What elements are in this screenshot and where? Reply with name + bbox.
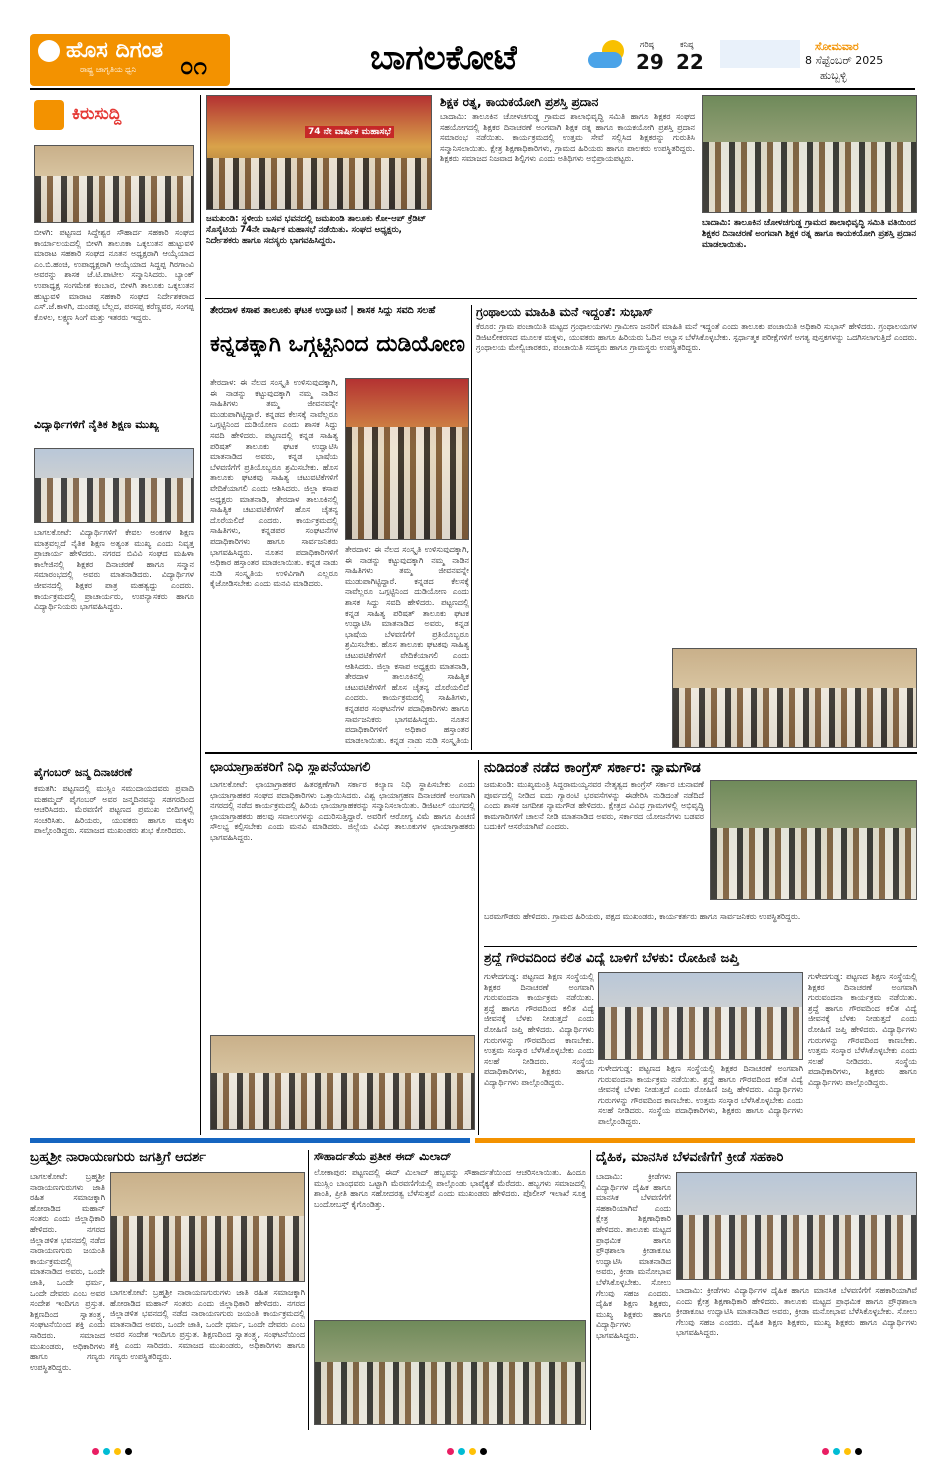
- narayanaguru-headline: ಬ್ರಹ್ಮಶ್ರೀ ನಾರಾಯಣಗುರು ಜಗತ್ತಿಗೆ ಆದರ್ಶ: [30, 1150, 206, 1165]
- narayanaguru-body: ಬಾಗಲಕೋಟೆ: ಬ್ರಹ್ಮಶ್ರೀ ನಾರಾಯಣಗುರುಗಳು ಜಾತಿ ರಹಿತ ಸಮಾಜಕ್ಕಾಗಿ ಹೋರಾಡಿದ ಮಹಾನ್ ಸಂತರು ಎಂದು ಜಿಲ್ಲಾಧಿಕಾರಿ ಹೇಳಿದರು. ನಗರದ ಜಿಲ್ಲಾಡಳಿತ ಭವನದಲ್ಲಿ ನಡೆದ ನಾರಾಯಣಗುರು ಜಯಂತಿ ಕಾರ್ಯಕ್ರಮದಲ್ಲಿ ಮಾತನಾಡಿದ ಅವರು, ಒಂದೇ ಜಾತಿ, ಒಂದೇ ಧರ್ಮ, ಒಂದೇ ದೇವರು ಎಂಬ ಅವರ ಸಂದೇಶ ಇಂದಿಗೂ ಪ್ರಸ್ತುತ. ಶಿಕ್ಷಣದಿಂದ ಸ್ವಾತಂತ್ರ್ಯ, ಸಂಘಟನೆಯಿಂದ ಶಕ್ತಿ ಎಂದು ಸಾರಿದರು. ಸಮಾಜದ ಮುಖಂಡರು, ಅಧಿಕಾರಿಗಳು ಹಾಗೂ ಗಣ್ಯರು ಉಪಸ್ಥಿತರಿದ್ದರು.: [30, 1172, 105, 1372]
- sidebar-section-label: ಕಿರುಸುದ್ದಿ: [34, 100, 184, 132]
- rohini-photo: [598, 972, 803, 1060]
- bottom-divider-2: [590, 1150, 591, 1430]
- lead-library-divider: [471, 305, 472, 750]
- sidebar-brief-2-title: ವಿದ್ಯಾರ್ಥಿಗಳಿಗೆ ನೈತಿಕ ಶಿಕ್ಷಣ ಮುಖ್ಯ: [34, 418, 159, 431]
- event-banner-text: 74 ನೇ ವಾರ್ಷಿಕ ಮಹಾಸಭೆ: [305, 126, 394, 138]
- sports-body-col2: ಬಾದಾಮಿ: ಕ್ರೀಡೆಗಳು ವಿದ್ಯಾರ್ಥಿಗಳ ದೈಹಿಕ ಹಾಗೂ ಮಾನಸಿಕ ಬೆಳವಣಿಗೆಗೆ ಸಹಕಾರಿಯಾಗಿವೆ ಎಂದು ಕ್ಷೇತ್ರ ಶಿಕ್ಷಣಾಧಿಕಾರಿ ಹೇಳಿದರು. ತಾಲೂಕು ಮಟ್ಟದ ಪ್ರಾಥಮಿಕ ಹಾಗೂ ಪ್ರೌಢಶಾಲಾ ಕ್ರೀಡಾಕೂಟ ಉದ್ಘಾಟಿಸಿ ಮಾತನಾಡಿದ ಅವರು, ಕ್ರೀಡಾ ಮನೋಭಾವ ಬೆಳೆಸಿಕೊಳ್ಳಬೇಕು. ಸೋಲು ಗೆಲುವು ಸಹಜ ಎಂದರು. ದೈಹಿಕ ಶಿಕ್ಷಣ ಶಿಕ್ಷಕರು, ಮುಖ್ಯ ಶಿಕ್ಷಕರು ಹಾಗೂ ವಿದ್ಯಾರ್ಥಿಗಳು ಭಾಗವಹಿಸಿದ್ದರು.: [676, 1286, 917, 1338]
- top-right-caption: ಬಾದಾಮಿ: ತಾಲೂಕಿನ ಚೋಳಚಗುಡ್ಡ ಗ್ರಾಮದ ಶಾಲಾಭಿವೃದ್ಧಿ ಸಮಿತಿ ವತಿಯಿಂದ ಶಿಕ್ಷಕರ ದಿನಾಚರಣೆ ಅಂಗವಾಗಿ ಶಿಕ್ಷಕ ರತ್ನ ಹಾಗೂ ಕಾಯಕಯೋಗಿ ಪ್ರಶಸ್ತಿ ಪ್ರದಾನ ಮಾಡಲಾಯಿತು.: [702, 218, 917, 250]
- edition-title: ಬಾಗಲಕೋಟೆ: [370, 38, 518, 78]
- sidebar-divider: [200, 95, 201, 1135]
- photo-headline: ಛಾಯಾಗ್ರಾಹಕರಿಗೆ ನಿಧಿ ಸ್ಥಾಪನೆಯಾಗಲಿ: [210, 760, 371, 775]
- issue-date: 8 ಸೆಪ್ಟೆಂಬರ್ 2025: [805, 54, 884, 67]
- weather-icon: [588, 40, 628, 70]
- narayanaguru-photo: [110, 1172, 305, 1282]
- lead-headline: ಕನ್ನಡಕ್ಕಾಗಿ ಒಗ್ಗಟ್ಟಿನಿಂದ ದುಡಿಯೋಣ: [210, 332, 466, 357]
- lead-body-col1: ತೇರದಾಳ: ಈ ನೆಲದ ಸಂಸ್ಕೃತಿ ಉಳಿಸುವುದಕ್ಕಾಗಿ, ಈ ನಾಡನ್ನು ಕಟ್ಟುವುದಕ್ಕಾಗಿ ನಮ್ಮ ನಾಡಿನ ಸಾಹಿತಿಗಳು ತಮ್ಮ ಜೀವನವನ್ನೇ ಮುಡುಪಾಗಿಟ್ಟಿದ್ದಾರೆ. ಕನ್ನಡದ ಕೆಲಸಕ್ಕೆ ನಾವೆಲ್ಲರೂ ಒಗ್ಗಟ್ಟಿನಿಂದ ದುಡಿಯೋಣ ಎಂದು ಶಾಸಕ ಸಿದ್ದು ಸವದಿ ಹೇಳಿದರು. ಪಟ್ಟಣದಲ್ಲಿ ಕನ್ನಡ ಸಾಹಿತ್ಯ ಪರಿಷತ್ ತಾಲೂಕು ಘಟಕ ಉದ್ಘಾಟಿಸಿ ಮಾತನಾಡಿದ ಅವರು, ಕನ್ನಡ ಭಾಷೆಯ ಬೆಳವಣಿಗೆಗೆ ಪ್ರತಿಯೊಬ್ಬರೂ ಶ್ರಮಿಸಬೇಕು. ಹೊಸ ತಾಲೂಕು ಘಟಕವು ಸಾಹಿತ್ಯ ಚಟುವಟಿಕೆಗಳಿಗೆ ವೇದಿಕೆಯಾಗಲಿ ಎಂದು ಆಶಿಸಿದರು. ಜಿಲ್ಲಾ ಕಸಾಪ ಅಧ್ಯಕ್ಷರು ಮಾತನಾಡಿ, ತೇರದಾಳ ತಾಲೂಕಿನಲ್ಲಿ ಸಾಹಿತ್ಯಿಕ ಚಟುವಟಿಕೆಗಳಿಗೆ ಹೊಸ ಚೈತನ್ಯ ದೊರೆಯಲಿದೆ ಎಂದರು. ಕಾರ್ಯಕ್ರಮದಲ್ಲಿ ಸಾಹಿತಿಗಳು, ಕನ್ನಡಪರ ಸಂಘಟನೆಗಳ ಪದಾಧಿಕಾರಿಗಳು ಹಾಗೂ ಸಾರ್ವಜನಿಕರು ಭಾಗವಹಿಸಿದ್ದರು. ನೂತನ ಪದಾಧಿಕಾರಿಗಳಿಗೆ ಅಧಿಕಾರ ಹಸ್ತಾಂತರ ಮಾಡಲಾಯಿತು. ಕನ್ನಡ ನಾಡು ನುಡಿ ಸಂಸ್ಕೃತಿಯ ಉಳಿವಿಗಾಗಿ ಎಲ್ಲರೂ ಕೈಜೋಡಿಸಬೇಕು ಎಂದು ಮನವಿ ಮಾಡಿದರು.: [210, 378, 338, 589]
- temp-max: 29: [636, 50, 664, 74]
- photo-body: ಬಾಗಲಕೋಟೆ: ಛಾಯಾಗ್ರಾಹಕರ ಹಿತರಕ್ಷಣೆಗಾಗಿ ಸರ್ಕಾರ ಕಲ್ಯಾಣ ನಿಧಿ ಸ್ಥಾಪಿಸಬೇಕು ಎಂದು ಛಾಯಾಗ್ರಾಹಕರ ಸಂಘದ ಪದಾಧಿಕಾರಿಗಳು ಒತ್ತಾಯಿಸಿದರು. ವಿಶ್ವ ಛಾಯಾಗ್ರಹಣ ದಿನಾಚರಣೆ ಅಂಗವಾಗಿ ನಗರದಲ್ಲಿ ನಡೆದ ಕಾರ್ಯಕ್ರಮದಲ್ಲಿ ಹಿರಿಯ ಛಾಯಾಗ್ರಾಹಕರನ್ನು ಸನ್ಮಾನಿಸಲಾಯಿತು. ಡಿಜಿಟಲ್ ಯುಗದಲ್ಲಿ ಛಾಯಾಗ್ರಾಹಕರು ಹಲವು ಸವಾಲುಗಳನ್ನು ಎದುರಿಸುತ್ತಿದ್ದಾರೆ. ಅವರಿಗೆ ಆರೋಗ್ಯ ವಿಮೆ ಹಾಗೂ ಪಿಂಚಣಿ ಸೌಲಭ್ಯ ಕಲ್ಪಿಸಬೇಕು ಎಂದು ಮನವಿ ಮಾಡಿದರು. ಜಿಲ್ಲೆಯ ವಿವಿಧ ತಾಲೂಕುಗಳ ಛಾಯಾಗ್ರಾಹಕರು ಭಾಗವಹಿಸಿದ್ದರು.: [210, 780, 475, 842]
- teacher-award-body: ಬಾದಾಮಿ: ತಾಲೂಕಿನ ಚೋಳಚಗುಡ್ಡ ಗ್ರಾಮದ ಶಾಲಾಭಿವೃದ್ಧಿ ಸಮಿತಿ ಹಾಗೂ ಶಿಕ್ಷಕರ ಸಂಘದ ಸಹಯೋಗದಲ್ಲಿ ಶಿಕ್ಷಕರ ದಿನಾಚರಣೆ ಅಂಗವಾಗಿ ಶಿಕ್ಷಕ ರತ್ನ ಹಾಗೂ ಕಾಯಕಯೋಗಿ ಪ್ರಶಸ್ತಿ ಪ್ರದಾನ ಸಮಾರಂಭ ನಡೆಯಿತು. ಕಾರ್ಯಕ್ರಮದಲ್ಲಿ ಉತ್ತಮ ಸೇವೆ ಸಲ್ಲಿಸಿದ ಶಿಕ್ಷಕರನ್ನು ಗುರುತಿಸಿ ಸನ್ಮಾನಿಸಲಾಯಿತು. ಕ್ಷೇತ್ರ ಶಿಕ್ಷಣಾಧಿಕಾರಿಗಳು, ಗ್ರಾಮದ ಹಿರಿಯರು ಹಾಗೂ ಪಾಲಕರು ಉಪಸ್ಥಿತರಿದ್ದರು. ಶಿಕ್ಷಕರು ಸಮಾಜದ ನಿಜವಾದ ಶಿಲ್ಪಿಗಳು ಎಂದು ಅತಿಥಿಗಳು ಅಭಿಪ್ರಾಯಪಟ್ಟರು.: [440, 112, 695, 164]
- library-photo: [672, 648, 917, 748]
- section-bar-left: [30, 1138, 470, 1143]
- brand-name: ಹೊಸ ದಿಗಂತ: [66, 38, 164, 63]
- sidebar-brief-2: ಬಾಗಲಕೋಟೆ: ವಿದ್ಯಾರ್ಥಿಗಳಿಗೆ ಕೇವಲ ಅಂಕಗಳ ಶಿಕ್ಷಣ ಮಾತ್ರವಲ್ಲದೆ ನೈತಿಕ ಶಿಕ್ಷಣ ಅತ್ಯಂತ ಮುಖ್ಯ ಎಂದು ನಿವೃತ್ತ ಪ್ರಾಚಾರ್ಯ ಹೇಳಿದರು. ನಗರದ ಬಿವಿವಿ ಸಂಘದ ಮಹಿಳಾ ಕಾಲೇಜಿನಲ್ಲಿ ಶಿಕ್ಷಕರ ದಿನಾಚರಣೆ ಹಾಗೂ ಸನ್ಮಾನ ಸಮಾರಂಭದಲ್ಲಿ ಅವರು ಮಾತನಾಡಿದರು. ವಿದ್ಯಾರ್ಥಿಗಳ ಜೀವನದಲ್ಲಿ ಶಿಕ್ಷಕರ ಪಾತ್ರ ಮಹತ್ವದ್ದು ಎಂದರು. ಕಾರ್ಯಕ್ರಮದಲ್ಲಿ ಪ್ರಾಚಾರ್ಯರು, ಉಪನ್ಯಾಸಕರು ಹಾಗೂ ವಿದ್ಯಾರ್ಥಿನಿಯರು ಭಾಗವಹಿಸಿದ್ದರು.: [34, 528, 194, 612]
- top-right-photo: [702, 95, 917, 213]
- sidebar-brief-3: ಕಮತಗಿ: ಪಟ್ಟಣದಲ್ಲಿ ಮುಸ್ಲಿಂ ಸಮುದಾಯದವರು ಪ್ರವಾದಿ ಮಹಮ್ಮದ್ ಪೈಗಂಬರ್ ಅವರ ಜನ್ಮದಿನವನ್ನು ಸಡಗರದಿಂದ ಆಚರಿಸಿದರು. ಮೆರವಣಿಗೆ ಪಟ್ಟಣದ ಪ್ರಮುಖ ಬೀದಿಗಳಲ್ಲಿ ಸಂಚರಿಸಿತು. ಹಿರಿಯರು, ಯುವಕರು ಹಾಗೂ ಮಕ್ಕಳು ಪಾಲ್ಗೊಂಡಿದ್ದರು. ಸಮಾಜದ ಮುಖಂಡರು ಶುಭ ಕೋರಿದರು.: [34, 784, 194, 836]
- temp-max-label: ಗರಿಷ್ಠ: [640, 40, 654, 49]
- congress-headline: ನುಡಿದಂತೆ ನಡೆದ ಕಾಂಗ್ರೆಸ್ ಸರ್ಕಾರ: ನ್ಯಾಮಗೌಡ: [484, 760, 701, 776]
- row1-rule: [205, 298, 917, 299]
- registration-marks-center: [445, 1440, 489, 1459]
- photo-congress-divider: [478, 760, 479, 1135]
- lead-body-col2: ತೇರದಾಳ: ಈ ನೆಲದ ಸಂಸ್ಕೃತಿ ಉಳಿಸುವುದಕ್ಕಾಗಿ, ಈ ನಾಡನ್ನು ಕಟ್ಟುವುದಕ್ಕಾಗಿ ನಮ್ಮ ನಾಡಿನ ಸಾಹಿತಿಗಳು ತಮ್ಮ ಜೀವನವನ್ನೇ ಮುಡುಪಾಗಿಟ್ಟಿದ್ದಾರೆ. ಕನ್ನಡದ ಕೆಲಸಕ್ಕೆ ನಾವೆಲ್ಲರೂ ಒಗ್ಗಟ್ಟಿನಿಂದ ದುಡಿಯೋಣ ಎಂದು ಶಾಸಕ ಸಿದ್ದು ಸವದಿ ಹೇಳಿದರು. ಪಟ್ಟಣದಲ್ಲಿ ಕನ್ನಡ ಸಾಹಿತ್ಯ ಪರಿಷತ್ ತಾಲೂಕು ಘಟಕ ಉದ್ಘಾಟಿಸಿ ಮಾತನಾಡಿದ ಅವರು, ಕನ್ನಡ ಭಾಷೆಯ ಬೆಳವಣಿಗೆಗೆ ಪ್ರತಿಯೊಬ್ಬರೂ ಶ್ರಮಿಸಬೇಕು. ಹೊಸ ತಾಲೂಕು ಘಟಕವು ಸಾಹಿತ್ಯ ಚಟುವಟಿಕೆಗಳಿಗೆ ವೇದಿಕೆಯಾಗಲಿ ಎಂದು ಆಶಿಸಿದರು. ಜಿಲ್ಲಾ ಕಸಾಪ ಅಧ್ಯಕ್ಷರು ಮಾತನಾಡಿ, ತೇರದಾಳ ತಾಲೂಕಿನಲ್ಲಿ ಸಾಹಿತ್ಯಿಕ ಚಟುವಟಿಕೆಗಳಿಗೆ ಹೊಸ ಚೈತನ್ಯ ದೊರೆಯಲಿದೆ ಎಂದರು. ಕಾರ್ಯಕ್ರಮದಲ್ಲಿ ಸಾಹಿತಿಗಳು, ಕನ್ನಡಪರ ಸಂಘಟನೆಗಳ ಪದಾಧಿಕಾರಿಗಳು ಹಾಗೂ ಸಾರ್ವಜನಿಕರು ಭಾಗವಹಿಸಿದ್ದರು. ನೂತನ ಪದಾಧಿಕಾರಿಗಳಿಗೆ ಅಧಿಕಾರ ಹಸ್ತಾಂತರ ಮಾಡಲಾಯಿತು. ಕನ್ನಡ ನಾಡು ನುಡಿ ಸಂಸ್ಕೃತಿಯ: [345, 545, 469, 745]
- issue-city: ಹುಬ್ಬಳ್ಳಿ: [820, 69, 847, 82]
- rohini-body-col3: ಗುಳೇದಗುಡ್ಡ: ಪಟ್ಟಣದ ಶಿಕ್ಷಣ ಸಂಸ್ಥೆಯಲ್ಲಿ ಶಿಕ್ಷಕರ ದಿನಾಚರಣೆ ಅಂಗವಾಗಿ ಗುರುವಂದನಾ ಕಾರ್ಯಕ್ರಮ ನಡೆಯಿತು. ಶ್ರದ್ದೆ ಹಾಗೂ ಗೌರವದಿಂದ ಕಲಿತ ವಿದ್ಯೆ ಜೀವನಕ್ಕೆ ಬೆಳಕು ನೀಡುತ್ತದೆ ಎಂದು ರೋಹಿಣಿ ಜಪ್ತಿ ಹೇಳಿದರು. ವಿದ್ಯಾರ್ಥಿಗಳು ಗುರುಗಳನ್ನು ಗೌರವದಿಂದ ಕಾಣಬೇಕು. ಉತ್ತಮ ಸಂಸ್ಕಾರ ಬೆಳೆಸಿಕೊಳ್ಳಬೇಕು ಎಂದು ಸಲಹೆ ನೀಡಿದರು. ಸಂಸ್ಥೆಯ ಪದಾಧಿಕಾರಿಗಳು, ಶಿಕ್ಷಕರು ಹಾಗೂ ವಿದ್ಯಾರ್ಥಿಗಳು ಪಾಲ್ಗೊಂಡಿದ್ದರು.: [808, 972, 917, 1087]
- brand-logo[interactable]: [30, 34, 230, 86]
- congress-photo: [710, 780, 917, 900]
- photographers-group-photo: [210, 1035, 475, 1130]
- registration-marks-right: [820, 1440, 864, 1459]
- sports-body: ಬಾದಾಮಿ: ಕ್ರೀಡೆಗಳು ವಿದ್ಯಾರ್ಥಿಗಳ ದೈಹಿಕ ಹಾಗೂ ಮಾನಸಿಕ ಬೆಳವಣಿಗೆಗೆ ಸಹಕಾರಿಯಾಗಿವೆ ಎಂದು ಕ್ಷೇತ್ರ ಶಿಕ್ಷಣಾಧಿಕಾರಿ ಹೇಳಿದರು. ತಾಲೂಕು ಮಟ್ಟದ ಪ್ರಾಥಮಿಕ ಹಾಗೂ ಪ್ರೌಢಶಾಲಾ ಕ್ರೀಡಾಕೂಟ ಉದ್ಘಾಟಿಸಿ ಮಾತನಾಡಿದ ಅವರು, ಕ್ರೀಡಾ ಮನೋಭಾವ ಬೆಳೆಸಿಕೊಳ್ಳಬೇಕು. ಸೋಲು ಗೆಲುವು ಸಹಜ ಎಂದರು. ದೈಹಿಕ ಶಿಕ್ಷಣ ಶಿಕ್ಷಕರು, ಮುಖ್ಯ ಶಿಕ್ಷಕರು ಹಾಗೂ ವಿದ್ಯಾರ್ಥಿಗಳು ಭಾಗವಹಿಸಿದ್ದರು.: [596, 1172, 671, 1340]
- brand-tagline: ರಾಷ್ಟ್ರ ಜಾಗೃತಿಯ ಧ್ವನಿ: [80, 65, 137, 74]
- lead-photo: [345, 378, 469, 540]
- rohini-body: ಗುಳೇದಗುಡ್ಡ: ಪಟ್ಟಣದ ಶಿಕ್ಷಣ ಸಂಸ್ಥೆಯಲ್ಲಿ ಶಿಕ್ಷಕರ ದಿನಾಚರಣೆ ಅಂಗವಾಗಿ ಗುರುವಂದನಾ ಕಾರ್ಯಕ್ರಮ ನಡೆಯಿತು. ಶ್ರದ್ದೆ ಹಾಗೂ ಗೌರವದಿಂದ ಕಲಿತ ವಿದ್ಯೆ ಜೀವನಕ್ಕೆ ಬೆಳಕು ನೀಡುತ್ತದೆ ಎಂದು ರೋಹಿಣಿ ಜಪ್ತಿ ಹೇಳಿದರು. ವಿದ್ಯಾರ್ಥಿಗಳು ಗುರುಗಳನ್ನು ಗೌರವದಿಂದ ಕಾಣಬೇಕು. ಉತ್ತಮ ಸಂಸ್ಕಾರ ಬೆಳೆಸಿಕೊಳ್ಳಬೇಕು ಎಂದು ಸಲಹೆ ನೀಡಿದರು. ಸಂಸ್ಥೆಯ ಪದಾಧಿಕಾರಿಗಳು, ಶಿಕ್ಷಕರು ಹಾಗೂ ವಿದ್ಯಾರ್ಥಿಗಳು ಪಾಲ್ಗೊಂಡಿದ್ದರು.: [484, 972, 594, 1087]
- congress-caption: ಬರಮಗೌಡರು ಹೇಳಿದರು. ಗ್ರಾಮದ ಹಿರಿಯರು, ಪಕ್ಷದ ಮುಖಂಡರು, ಕಾರ್ಯಕರ್ತರು ಹಾಗೂ ಸಾರ್ವಜನಿಕರು ಉಪಸ್ಥಿತರಿದ್ದರು.: [484, 912, 801, 921]
- top-left-photo: [206, 95, 432, 210]
- section-bar-right: [475, 1138, 915, 1143]
- temp-min: 22: [676, 50, 704, 74]
- sports-photo: [676, 1172, 917, 1280]
- eid-photo: [314, 1320, 586, 1425]
- narayanaguru-body-col2: ಬಾಗಲಕೋಟೆ: ಬ್ರಹ್ಮಶ್ರೀ ನಾರಾಯಣಗುರುಗಳು ಜಾತಿ ರಹಿತ ಸಮಾಜಕ್ಕಾಗಿ ಹೋರಾಡಿದ ಮಹಾನ್ ಸಂತರು ಎಂದು ಜಿಲ್ಲಾಧಿಕಾರಿ ಹೇಳಿದರು. ನಗರದ ಜಿಲ್ಲಾಡಳಿತ ಭವನದಲ್ಲಿ ನಡೆದ ನಾರಾಯಣಗುರು ಜಯಂತಿ ಕಾರ್ಯಕ್ರಮದಲ್ಲಿ ಮಾತನಾಡಿದ ಅವರು, ಒಂದೇ ಜಾತಿ, ಒಂದೇ ಧರ್ಮ, ಒಂದೇ ದೇವರು ಎಂಬ ಅವರ ಸಂದೇಶ ಇಂದಿಗೂ ಪ್ರಸ್ತುತ. ಶಿಕ್ಷಣದಿಂದ ಸ್ವಾತಂತ್ರ್ಯ, ಸಂಘಟನೆಯಿಂದ ಶಕ್ತಿ ಎಂದು ಸಾರಿದರು. ಸಮಾಜದ ಮುಖಂಡರು, ಅಧಿಕಾರಿಗಳು ಹಾಗೂ ಗಣ್ಯರು ಉಪಸ್ಥಿತರಿದ್ದರು.: [110, 1288, 305, 1361]
- sidebar-brief-3-title: ಪೈಗಂಬರ್ ಜನ್ಮ ದಿನಾಚರಣೆ: [34, 766, 133, 779]
- library-body: ಕೆರೂರ: ಗ್ರಾಮ ಪಂಚಾಯಿತಿ ಮಟ್ಟದ ಗ್ರಂಥಾಲಯಗಳು ಗ್ರಾಮೀಣ ಜನರಿಗೆ ಮಾಹಿತಿ ಮನೆ ಇದ್ದಂತೆ ಎಂದು ತಾಲೂಕು ಪಂಚಾಯಿತಿ ಅಧಿಕಾರಿ ಸುಭಾಸ್ ಹೇಳಿದರು. ಗ್ರಂಥಾಲಯಗಳ ಡಿಜಿಟಲೀಕರಣದ ಮೂಲಕ ಮಕ್ಕಳು, ಯುವಕರು ಹಾಗೂ ಹಿರಿಯರು ಓದಿನ ಅಭ್ಯಾಸ ಬೆಳೆಸಿಕೊಳ್ಳಬೇಕು. ಸ್ಪರ್ಧಾತ್ಮಕ ಪರೀಕ್ಷೆಗಳಿಗೆ ಅಗತ್ಯ ಪುಸ್ತಕಗಳನ್ನು ಒದಗಿಸಲಾಗುತ್ತಿದೆ ಎಂದರು. ಗ್ರಂಥಾಲಯ ಮೇಲ್ವಿಚಾರಕರು, ಪಂಚಾಯಿತಿ ಸದಸ್ಯರು ಹಾಗೂ ಗ್ರಾಮಸ್ಥರು ಉಪಸ್ಥಿತರಿದ್ದರು.: [476, 322, 917, 353]
- masthead: [0, 0, 945, 92]
- issue-day: ಸೋಮವಾರ: [815, 40, 859, 53]
- eid-headline: ಸೌಹಾರ್ದತೆಯ ಪ್ರತೀಕ ಈದ್ ಮಿಲಾದ್: [314, 1150, 452, 1163]
- eid-body: ಲೋಕಾಪುರ: ಪಟ್ಟಣದಲ್ಲಿ ಈದ್ ಮಿಲಾದ್ ಹಬ್ಬವನ್ನು ಸೌಹಾರ್ದತೆಯಿಂದ ಆಚರಿಸಲಾಯಿತು. ಹಿಂದೂ ಮುಸ್ಲಿಂ ಬಾಂಧವರು ಒಟ್ಟಾಗಿ ಮೆರವಣಿಗೆಯಲ್ಲಿ ಪಾಲ್ಗೊಂಡು ಭಾವೈಕ್ಯತೆ ಮೆರೆದರು. ಹಬ್ಬಗಳು ಸಮಾಜದಲ್ಲಿ ಶಾಂತಿ, ಪ್ರೀತಿ ಹಾಗೂ ಸಹೋದರತ್ವ ಬೆಳೆಸುತ್ತವೆ ಎಂದು ಮುಖಂಡರು ಹೇಳಿದರು. ಪೊಲೀಸ್ ಇಲಾಖೆ ಸೂಕ್ತ ಬಂದೋಬಸ್ತ್ ಕೈಗೊಂಡಿತ್ತು.: [314, 1168, 586, 1209]
- lead-kicker: ತೇರದಾಳ ಕಸಾಪ ತಾಲೂಕು ಘಟಕ ಉದ್ಘಾಟನೆ | ಶಾಸಕ ಸಿದ್ದು ಸವದಿ ಸಲಹೆ: [210, 305, 436, 316]
- teacher-award-headline: ಶಿಕ್ಷಕ ರತ್ನ, ಕಾಯಕಯೋಗಿ ಪ್ರಶಸ್ತಿ ಪ್ರದಾನ: [440, 95, 599, 109]
- header-strip: [720, 40, 800, 68]
- registration-marks-left: [90, 1440, 134, 1459]
- congress-rohini-rule: [484, 946, 917, 947]
- brand-emblem-icon: [38, 40, 60, 62]
- sports-headline: ದೈಹಿಕ, ಮಾನಸಿಕ ಬೆಳವಣಿಗೆಗೆ ಕ್ರೀಡೆ ಸಹಕಾರಿ: [596, 1150, 784, 1165]
- header-rule: [30, 88, 915, 90]
- rohini-headline: ಶ್ರದ್ದೆ ಗೌರವದಿಂದ ಕಲಿತ ವಿದ್ಯೆ ಬಾಳಿಗೆ ಬೆಳಕು: ರೋಹಿಣಿ ಜಪ್ತಿ: [484, 951, 739, 966]
- congress-body: ಜಮಖಂಡಿ: ಮುಖ್ಯಮಂತ್ರಿ ಸಿದ್ದರಾಮಯ್ಯನವರ ನೇತೃತ್ವದ ಕಾಂಗ್ರೆಸ್ ಸರ್ಕಾರ ಚುನಾವಣೆ ಪೂರ್ವದಲ್ಲಿ ನೀಡಿದ ಐದು ಗ್ಯಾರಂಟಿ ಭರವಸೆಗಳನ್ನು ಈಡೇರಿಸಿ ನುಡಿದಂತೆ ನಡೆದಿದೆ ಎಂದು ಶಾಸಕ ಜಗದೀಶ ನ್ಯಾಮಗೌಡ ಹೇಳಿದರು. ಕ್ಷೇತ್ರದ ವಿವಿಧ ಗ್ರಾಮಗಳಲ್ಲಿ ಅಭಿವೃದ್ಧಿ ಕಾಮಗಾರಿಗಳಿಗೆ ಚಾಲನೆ ನೀಡಿ ಮಾತನಾಡಿದ ಅವರು, ಸರ್ಕಾರದ ಯೋಜನೆಗಳು ಬಡವರ ಬದುಕಿಗೆ ಆಸರೆಯಾಗಿವೆ ಎಂದರು.: [484, 780, 704, 832]
- sidebar-brief-1: ಬೀಳಗಿ: ಪಟ್ಟಣದ ಸಿದ್ದೇಶ್ವರ ಸೌಹಾರ್ದ ಸಹಕಾರಿ ಸಂಘದ ಕಾರ್ಯಾಲಯದಲ್ಲಿ ಬೀಳಗಿ ತಾಲೂಕಾ ಒಕ್ಕಲುತನ ಹುಟ್ಟುವಳಿ ಮಾರಾಟ ಸಹಕಾರಿ ಸಂಘದ ನೂತನ ಅಧ್ಯಕ್ಷರಾಗಿ ಆಯ್ಕೆಯಾದ ಎಂ.ಬಿ.ಹಂಚಿ, ಉಪಾಧ್ಯಕ್ಷರಾಗಿ ಆಯ್ಕೆಯಾದ ಸಿದ್ದಪ್ಪ ಗಿರಗಾಂವಿ ಅವರನ್ನು ಶಾಸಕ ಜೆ.ಟಿ.ಪಾಟೀಲ ಸನ್ಮಾನಿಸಿದರು. ಬ್ಯಾಂಕ್ ಉಪಾಧ್ಯಕ್ಷ ಸಂಗಮೇಶ ಕಂಬಾರ, ಬೀಳಗಿ ತಾಲೂಕು ಒಕ್ಕಲುತನ ಹುಟ್ಟುವಳಿ ಮಾರಾಟ ಸಹಕಾರಿ ಸಂಘದ ನಿರ್ದೇಶಕರಾದ ಎಸ್.ಜೆ.ಕಾಳಗಿ, ದುಂಡಪ್ಪ ಬೆಲ್ಲದ, ಪರಸಪ್ಪ ಕರೆಣ್ಣವರ, ಸಂಗಪ್ಪ ಕೊಳಲ, ಲಕ್ಷ್ಮಣ ಸಿಂಗೆ ಮತ್ತು ಇತರರು ಇದ್ದರು.: [34, 228, 194, 322]
- rohini-body-col2: ಗುಳೇದಗುಡ್ಡ: ಪಟ್ಟಣದ ಶಿಕ್ಷಣ ಸಂಸ್ಥೆಯಲ್ಲಿ ಶಿಕ್ಷಕರ ದಿನಾಚರಣೆ ಅಂಗವಾಗಿ ಗುರುವಂದನಾ ಕಾರ್ಯಕ್ರಮ ನಡೆಯಿತು. ಶ್ರದ್ದೆ ಹಾಗೂ ಗೌರವದಿಂದ ಕಲಿತ ವಿದ್ಯೆ ಜೀವನಕ್ಕೆ ಬೆಳಕು ನೀಡುತ್ತದೆ ಎಂದು ರೋಹಿಣಿ ಜಪ್ತಿ ಹೇಳಿದರು. ವಿದ್ಯಾರ್ಥಿಗಳು ಗುರುಗಳನ್ನು ಗೌರವದಿಂದ ಕಾಣಬೇಕು. ಉತ್ತಮ ಸಂಸ್ಕಾರ ಬೆಳೆಸಿಕೊಳ್ಳಬೇಕು ಎಂದು ಸಲಹೆ ನೀಡಿದರು. ಸಂಸ್ಥೆಯ ಪದಾಧಿಕಾರಿಗಳು, ಶಿಕ್ಷಕರು ಹಾಗೂ ವಿದ್ಯಾರ್ಥಿಗಳು ಪಾಲ್ಗೊಂಡಿದ್ದರು.: [598, 1064, 803, 1126]
- hand-pointer-icon: [34, 100, 64, 130]
- temp-min-label: ಕನಿಷ್ಠ: [680, 40, 694, 49]
- sidebar-photo-2: [34, 448, 194, 523]
- library-headline: ಗ್ರಂಥಾಲಯ ಮಾಹಿತಿ ಮನೆ ಇದ್ದಂತೆ: ಸುಭಾಸ್: [476, 305, 653, 319]
- top-left-caption: ಜಮಖಂಡಿ: ಸ್ಥಳೀಯ ಬಸವ ಭವನದಲ್ಲಿ ಜಮಖಂಡಿ ತಾಲೂಕು ಕೋ-ಆಪ್ ಕ್ರೆಡಿಟ್ ಸೊಸೈಟಿಯ 74ನೇ ವಾರ್ಷಿಕ ಮಹಾಸಭೆ ನಡೆಯಿತು. ಸಂಘದ ಅಧ್ಯಕ್ಷರು, ನಿರ್ದೇಶಕರು ಹಾಗೂ ಸದಸ್ಯರು ಭಾಗವಹಿಸಿದ್ದರು.: [206, 214, 427, 246]
- sidebar-photo-1: [34, 145, 194, 223]
- page-number: ೦೧: [180, 52, 207, 80]
- row2-rule: [205, 752, 917, 754]
- bottom-divider-1: [308, 1150, 309, 1430]
